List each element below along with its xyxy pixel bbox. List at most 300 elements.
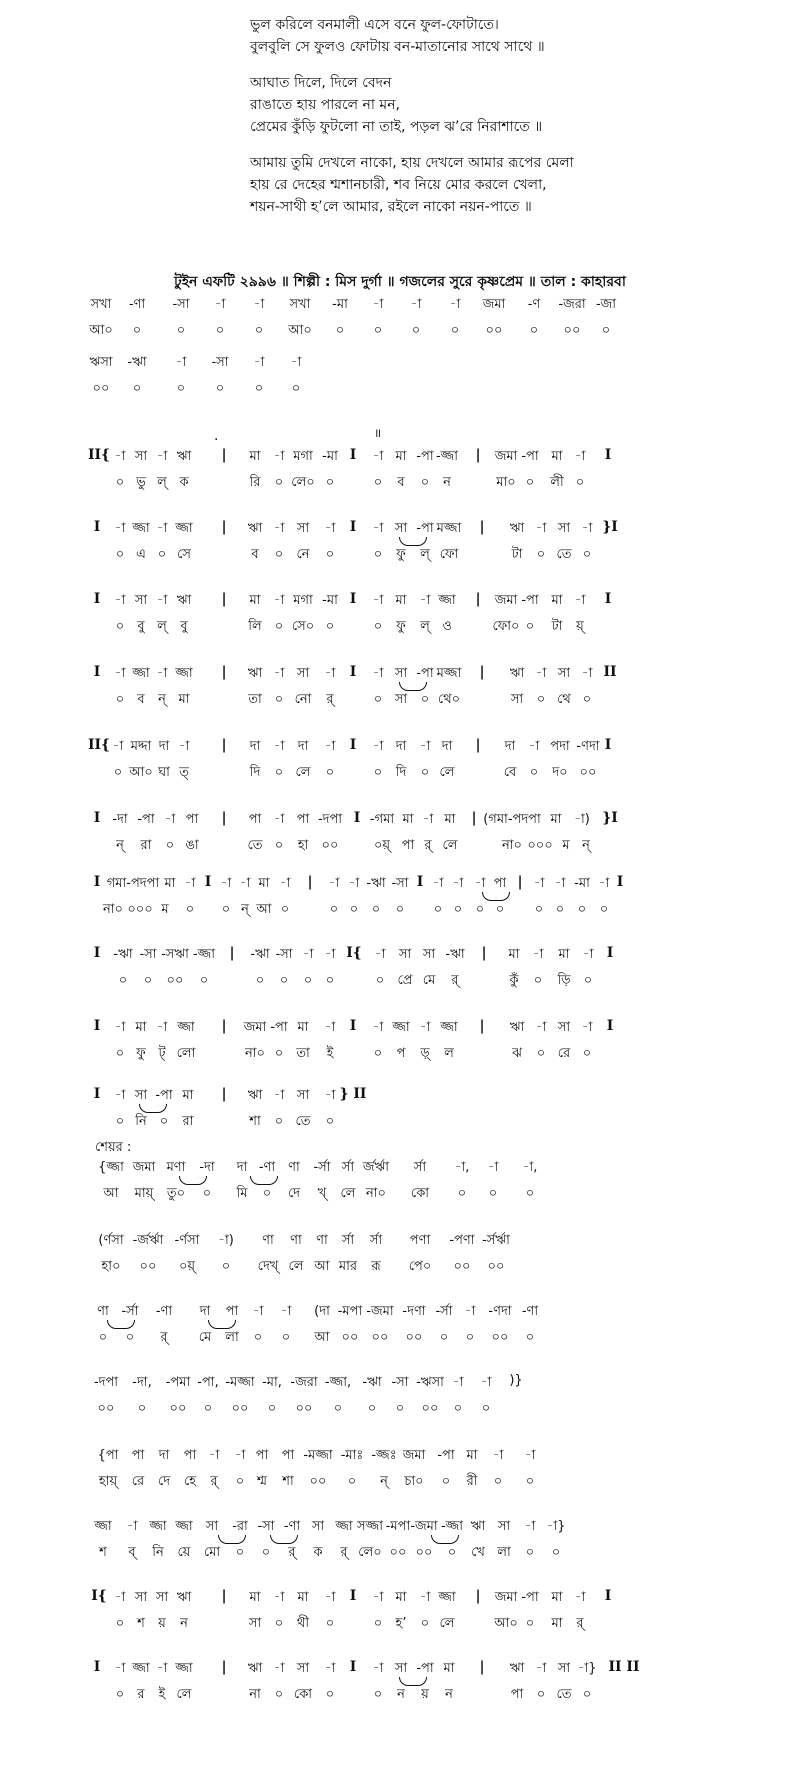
- syllable-token: লা: [497, 1545, 511, 1560]
- note-token: -া: [273, 1088, 285, 1103]
- note-token: -সঋা: [161, 947, 189, 962]
- note-token: -া: [574, 449, 586, 464]
- note-token: -পা: [416, 521, 434, 536]
- syllable-token: ০: [253, 1330, 263, 1345]
- syllable-token: ০: [373, 1616, 383, 1631]
- note-token: ঋা: [176, 449, 192, 464]
- note-token: -া: [464, 1304, 476, 1319]
- syllable-token: ০: [274, 1046, 284, 1061]
- note-token: সা: [134, 1590, 148, 1605]
- note-token: -জ্জা: [192, 947, 216, 962]
- syllable-token: ০: [373, 323, 383, 338]
- note-token: পা: [296, 812, 310, 827]
- note-token: -া: [156, 1661, 168, 1676]
- syllable-token: ন্: [116, 838, 124, 853]
- note-token: -া: [156, 521, 168, 536]
- syllable-token: লো: [176, 1046, 196, 1061]
- syllable-token: শ: [99, 1545, 107, 1560]
- note-token: -পা,: [197, 1375, 219, 1390]
- note-token: ঋা: [470, 1519, 486, 1534]
- notation-block: [0, 295, 800, 355]
- note-token: I: [349, 1659, 357, 1675]
- syllable-token: ফু: [136, 1046, 146, 1061]
- note-token: ণা: [97, 1304, 109, 1319]
- note-token: I: [349, 519, 357, 535]
- note-token: জ্জা: [175, 521, 193, 536]
- note-token: -র্সা: [121, 1304, 139, 1319]
- syllable-token: ০: [325, 475, 335, 490]
- syllable-token: ০: [420, 1616, 430, 1631]
- note-token: পা: [183, 1448, 197, 1463]
- note-token: -া: [449, 297, 461, 312]
- note-token: -া: [273, 666, 285, 681]
- syllable-token: খ্: [317, 1186, 327, 1201]
- note-token: -জ্জা,: [324, 1375, 352, 1390]
- syllable-token: ০: [335, 323, 345, 338]
- note-token: -া: [156, 593, 168, 608]
- syllable-token: লী: [550, 475, 564, 490]
- note-token: -পা: [270, 1020, 288, 1035]
- note-token: -ণদা: [488, 1304, 512, 1319]
- note-token: সা: [394, 521, 408, 536]
- note-token: -জমা: [410, 1519, 438, 1534]
- syllable-token: ঘা: [158, 765, 170, 780]
- note-token: -া: [532, 947, 544, 962]
- note-token: -া: [372, 1590, 384, 1605]
- note-token: -া: [114, 593, 126, 608]
- syllable-token: ০: [599, 902, 609, 917]
- lyric-line: আমায় তুমি দেখলে নাকো, হায় দেখলে আমার রূপের মেলা: [250, 155, 574, 171]
- notation-block: [0, 737, 800, 797]
- syllable-token: নি: [152, 1545, 164, 1560]
- note-token: মা: [395, 593, 407, 608]
- note-token: মা: [551, 1590, 563, 1605]
- note-token: -া: [280, 1304, 292, 1319]
- syllable-token: ০: [534, 902, 544, 917]
- notation-block: [0, 664, 800, 724]
- syllable-token: কো: [410, 1186, 430, 1201]
- note-token: পা: [248, 812, 262, 827]
- notation-block: [0, 1018, 800, 1078]
- syllable-token: ০: [157, 547, 167, 562]
- note-token: -মপা: [337, 1304, 363, 1319]
- note-token: সা: [205, 1519, 219, 1534]
- note-token: -দপা: [93, 1375, 119, 1390]
- syllable-token: ০০: [231, 1401, 249, 1416]
- syllables-row: [0, 1328, 800, 1350]
- syllable-token: ০: [274, 1616, 284, 1631]
- syllable-token: ০: [115, 475, 125, 490]
- note-token: -া: [220, 876, 232, 891]
- syllable-token: হ’: [395, 1616, 407, 1631]
- notation-dot: .: [214, 428, 219, 444]
- note-token: পা: [131, 1448, 145, 1463]
- note-token: ণা: [316, 1233, 328, 1248]
- syllable-token: ০: [115, 1616, 125, 1631]
- note-token: I: [604, 737, 612, 753]
- syllable-token: মা: [178, 692, 190, 707]
- syllable-token: ন: [180, 1616, 188, 1631]
- note-token: -জমা: [366, 1304, 394, 1319]
- syllable-token: ০০: [166, 973, 184, 988]
- note-token: -র্জর্ঋা: [132, 1233, 164, 1248]
- notes-row: [0, 1086, 800, 1108]
- note-token: |: [221, 447, 227, 463]
- note-token: সখা: [289, 297, 311, 312]
- note-token: জমা: [494, 449, 518, 464]
- note-token: সা: [134, 1088, 148, 1103]
- note-token: -া: [253, 355, 265, 370]
- note-token: মা: [258, 876, 270, 891]
- note-token: দা: [395, 739, 407, 754]
- note-token: -া: [156, 666, 168, 681]
- syllable-token: ০: [475, 902, 485, 917]
- note-token: |: [475, 447, 481, 463]
- syllable-token: কো: [293, 1687, 313, 1702]
- syllable-token: ০: [441, 1474, 451, 1489]
- syllable-token: ল্: [420, 619, 430, 634]
- syllable-token: আ০: [494, 1616, 518, 1631]
- note-token: I: [93, 810, 101, 826]
- syllable-token: ০য়্: [373, 838, 391, 853]
- syllable-token: ০: [255, 973, 265, 988]
- syllable-token: হায়্: [98, 1474, 118, 1489]
- note-token: -ঋা: [113, 947, 133, 962]
- syllable-token: ০: [267, 1401, 277, 1416]
- note-token: -া: [156, 1020, 168, 1035]
- note-token: -া: [533, 876, 545, 891]
- note-token: -দা: [112, 812, 128, 827]
- note-token: -পা: [437, 1448, 455, 1463]
- notation-block: [0, 810, 800, 870]
- note-token: ণা: [288, 1160, 300, 1175]
- syllable-token: ০০: [453, 1259, 471, 1274]
- syllable-token: ০: [115, 692, 125, 707]
- syllable-token: ০: [373, 1046, 383, 1061]
- syllable-token: ০: [254, 323, 264, 338]
- syllable-token: লে: [442, 838, 458, 853]
- syllable-token: দে: [287, 1186, 301, 1201]
- syllable-token: ০: [125, 1330, 135, 1345]
- note-token: -া: [273, 521, 285, 536]
- syllable-token: সে: [177, 547, 191, 562]
- syllable-token: ০: [274, 1114, 284, 1129]
- syllable-token: ০: [375, 973, 385, 988]
- note-token: |: [475, 1588, 481, 1604]
- notes-row: [0, 591, 800, 613]
- syllable-token: বে: [503, 765, 517, 780]
- syllable-token: ০: [453, 1401, 463, 1416]
- syllable-token: তে: [247, 838, 263, 853]
- syllable-token: সা: [248, 1616, 262, 1631]
- syllable-token: ০: [525, 1616, 535, 1631]
- note-token: -া: [184, 876, 196, 891]
- syllable-token: র্: [576, 1616, 584, 1631]
- note-token: |: [475, 737, 481, 753]
- syllable-token: মি: [236, 1186, 248, 1201]
- syllables-row: [0, 1044, 800, 1066]
- syllable-token: ০: [176, 381, 186, 396]
- note-token: র্সা: [341, 1233, 355, 1248]
- note-token: |: [221, 1588, 227, 1604]
- syllable-token: ০০: [389, 1545, 407, 1560]
- syllable-token: নো: [294, 692, 312, 707]
- note-token: ঋা: [509, 1020, 525, 1035]
- note-token: মা: [395, 1590, 407, 1605]
- syllable-token: য়ে: [177, 1545, 191, 1560]
- note-token: |: [221, 519, 227, 535]
- lyrics-stanza: [250, 152, 574, 218]
- notes-row: [0, 737, 800, 759]
- note-token: -পা: [416, 449, 434, 464]
- note-token: -া: [114, 1020, 126, 1035]
- syllable-token: লে০: [358, 1545, 382, 1560]
- syllable-token: ড়্: [420, 1046, 430, 1061]
- note-token: |: [479, 1659, 485, 1675]
- syllable-token: ০: [280, 902, 290, 917]
- syllable-token: না০: [103, 902, 123, 917]
- syllable-token: ০০: [92, 381, 110, 396]
- syllable-token: লি: [248, 619, 262, 634]
- note-token: -পা: [521, 1590, 539, 1605]
- syllable-token: ০: [450, 323, 460, 338]
- syllable-token: ০: [582, 1687, 592, 1702]
- syllable-token: আ০: [129, 765, 153, 780]
- note-token: -মা: [322, 593, 338, 608]
- note-token: -জ্জঃ: [371, 1448, 397, 1463]
- syllables-row: [0, 321, 800, 343]
- syllable-token: হা: [297, 838, 309, 853]
- song-title: টুইন এফটি ২৯৯৬ ॥ শিল্পী : মিস দুর্গা ॥ গজলের সুরে কৃষ্ণপ্রেম ॥ তাল : কাহারবা: [174, 274, 626, 290]
- note-token: -পমা: [165, 1375, 191, 1390]
- note-token: জমা: [494, 593, 518, 608]
- syllables-row: [0, 763, 800, 785]
- syllable-token: ০: [176, 323, 186, 338]
- note-token: র্সা: [369, 1233, 383, 1248]
- note-token: -মা: [322, 449, 338, 464]
- note-token: -রা: [232, 1519, 248, 1534]
- syllable-token: ০: [325, 765, 335, 780]
- note-token: |: [481, 945, 487, 961]
- syllable-token: লে: [340, 1186, 356, 1201]
- note-token: -া: [524, 1519, 536, 1534]
- syllables-row: [0, 1614, 800, 1636]
- notes-row: [0, 945, 800, 967]
- note-token: -া: [419, 1020, 431, 1035]
- syllable-token: পা: [401, 838, 415, 853]
- syllable-token: ল্: [157, 475, 167, 490]
- note-token: -া: [234, 1448, 246, 1463]
- syllable-token: ০: [215, 323, 225, 338]
- note-token: -া: [273, 1590, 285, 1605]
- note-token: মা: [508, 947, 520, 962]
- note-token: সজ্জা: [357, 1519, 383, 1534]
- syllable-token: টা: [551, 619, 563, 634]
- syllable-token: ০: [373, 475, 383, 490]
- syllable-token: র্: [326, 692, 334, 707]
- syllables-row: [0, 1184, 800, 1206]
- syllable-token: ০: [303, 973, 313, 988]
- note-token: -া: [273, 449, 285, 464]
- note-token: -জ্জা: [435, 449, 459, 464]
- note-token: -া: [348, 876, 360, 891]
- note-token: -া: [554, 876, 566, 891]
- syllable-token: ০: [221, 902, 231, 917]
- note-token: জ্জা: [438, 1590, 456, 1605]
- note-token: -া: [374, 947, 386, 962]
- note-token: পা: [185, 812, 199, 827]
- note-token: জমা: [402, 1448, 426, 1463]
- notes-row: [0, 1517, 800, 1539]
- syllable-token: লে: [295, 765, 311, 780]
- syllable-token: ০: [420, 765, 430, 780]
- syllable-token: রা: [140, 838, 152, 853]
- note-token: -জরা: [558, 297, 586, 312]
- syllable-token: আ: [314, 1330, 330, 1345]
- note-token: |: [307, 874, 313, 890]
- note-token: -া: [535, 666, 547, 681]
- syllable-token: ত্: [179, 765, 189, 780]
- syllable-token: ব্: [128, 1545, 136, 1560]
- note-token: সা: [497, 1519, 511, 1534]
- syllable-token: ০: [113, 765, 123, 780]
- syllable-token: ০: [279, 973, 289, 988]
- syllable-token: ক: [313, 1545, 323, 1560]
- syllables-row: [0, 617, 800, 639]
- syllables-row: [0, 1543, 800, 1565]
- syllable-token: ০: [325, 619, 335, 634]
- syllable-token: ০: [529, 323, 539, 338]
- note-token: -া: [114, 521, 126, 536]
- syllable-token: ট্: [158, 1046, 166, 1061]
- syllable-token: ন্: [582, 838, 590, 853]
- note-token: -সা: [172, 297, 190, 312]
- note-token: জমা: [482, 297, 506, 312]
- syllable-token: ০: [536, 1687, 546, 1702]
- note-token: |: [221, 1018, 227, 1034]
- syllable-token: ফো০: [492, 619, 520, 634]
- syllable-token: ০: [577, 902, 587, 917]
- lyric-line: হায় রে দেহের শ্মশানচারী, শব নিয়ে মোর করলে খেলা,: [250, 177, 547, 193]
- syllable-token: র: [137, 1687, 145, 1702]
- note-token: -জরা: [290, 1375, 318, 1390]
- syllable-token: ০: [202, 1186, 212, 1201]
- syllable-token: ই: [326, 1046, 334, 1061]
- syllable-token: টা: [511, 547, 523, 562]
- note-token: I: [93, 591, 101, 607]
- note-token: -া: [452, 876, 464, 891]
- note-token: সা: [296, 521, 310, 536]
- note-token: মজ্জা: [436, 666, 462, 681]
- lyric-line: প্রেমের কুঁড়ি ফুটলো না তাই, পড়ল ঝ’রে নিরাশাতে ॥: [250, 119, 543, 135]
- notation-block: [0, 1446, 800, 1506]
- syllable-token: প: [396, 1046, 406, 1061]
- note-token: -সা: [257, 1519, 275, 1534]
- syllable-token: ০: [115, 547, 125, 562]
- syllable-token: রি: [249, 475, 261, 490]
- syllable-token: ০: [529, 765, 539, 780]
- note-token: I: [349, 664, 357, 680]
- note-token: জ্জা: [440, 1020, 458, 1035]
- note-token: -মপা: [385, 1519, 411, 1534]
- note-token: -া: [535, 1661, 547, 1676]
- note-token: -া: [372, 521, 384, 536]
- syllable-token: ঝ: [512, 1046, 522, 1061]
- note-token: I: [604, 447, 612, 463]
- note-token: জ্জা: [132, 1661, 150, 1676]
- note-token: I: [606, 1018, 614, 1034]
- note-token: মা: [551, 449, 563, 464]
- note-token: -া: [372, 1020, 384, 1035]
- note-token: II{: [87, 737, 111, 753]
- note-token: মা: [182, 1088, 194, 1103]
- note-token: -া: [535, 521, 547, 536]
- syllable-token: ০: [525, 619, 535, 634]
- syllable-token: ০: [395, 902, 405, 917]
- syllable-token: আ: [256, 902, 272, 917]
- syllable-token: ০: [525, 1330, 535, 1345]
- note-token: -া: [528, 739, 540, 754]
- syllable-token: ০: [533, 973, 543, 988]
- note-token: ঋা: [247, 666, 263, 681]
- note-token: (দা: [314, 1304, 330, 1319]
- syllable-token: ০: [373, 547, 383, 562]
- syllable-token: চা০: [404, 1474, 424, 1489]
- note-token: -া: [178, 739, 190, 754]
- note-token: ঋা: [176, 593, 192, 608]
- note-token: -া: [273, 812, 285, 827]
- syllable-token: ০: [185, 902, 195, 917]
- syllable-token: না: [249, 1687, 261, 1702]
- syllable-token: ০: [118, 973, 128, 988]
- syllable-token: ফু: [396, 547, 406, 562]
- note-token: (র্ণসা: [98, 1233, 124, 1248]
- syllable-token: ০: [551, 1545, 561, 1560]
- notation-block: [0, 1302, 800, 1362]
- syllable-token: ০: [493, 1474, 503, 1489]
- note-token: সা: [557, 666, 571, 681]
- note-token: -া: [114, 1088, 126, 1103]
- syllable-token: বু: [137, 619, 145, 634]
- note-token: -া: [535, 1020, 547, 1035]
- note-token: II II: [608, 1659, 640, 1675]
- note-token: -া: [252, 1304, 264, 1319]
- note-token: -া: [253, 297, 265, 312]
- note-token: I: [93, 1659, 101, 1675]
- syllable-token: ০: [373, 765, 383, 780]
- note-token: -া,: [454, 1160, 470, 1175]
- syllable-token: প্রে: [397, 973, 413, 988]
- note-token: মা: [466, 1448, 478, 1463]
- note-token: সা: [155, 1590, 169, 1605]
- syllable-token: ০: [274, 547, 284, 562]
- syllable-token: ০: [325, 973, 335, 988]
- note-token: -া: [581, 1020, 593, 1035]
- syllable-token: ০: [291, 381, 301, 396]
- syllable-token: ০০: [491, 1330, 509, 1345]
- lyric-line: আঘাত দিলে, দিলে বেদন: [250, 75, 392, 91]
- note-token: দা: [236, 1160, 248, 1175]
- notes-row: [0, 1018, 800, 1040]
- note-token: I: [349, 1588, 357, 1604]
- note-token: জ্জা: [149, 1519, 167, 1534]
- syllable-token: ০০: [321, 838, 339, 853]
- syllable-token: ০০: [295, 1401, 313, 1416]
- lyric-line: রাঙাতে হায় পারলে না মন,: [250, 97, 400, 113]
- note-token: সা: [557, 521, 571, 536]
- syllable-token: সে০: [291, 619, 315, 634]
- syllable-token: ০: [274, 692, 284, 707]
